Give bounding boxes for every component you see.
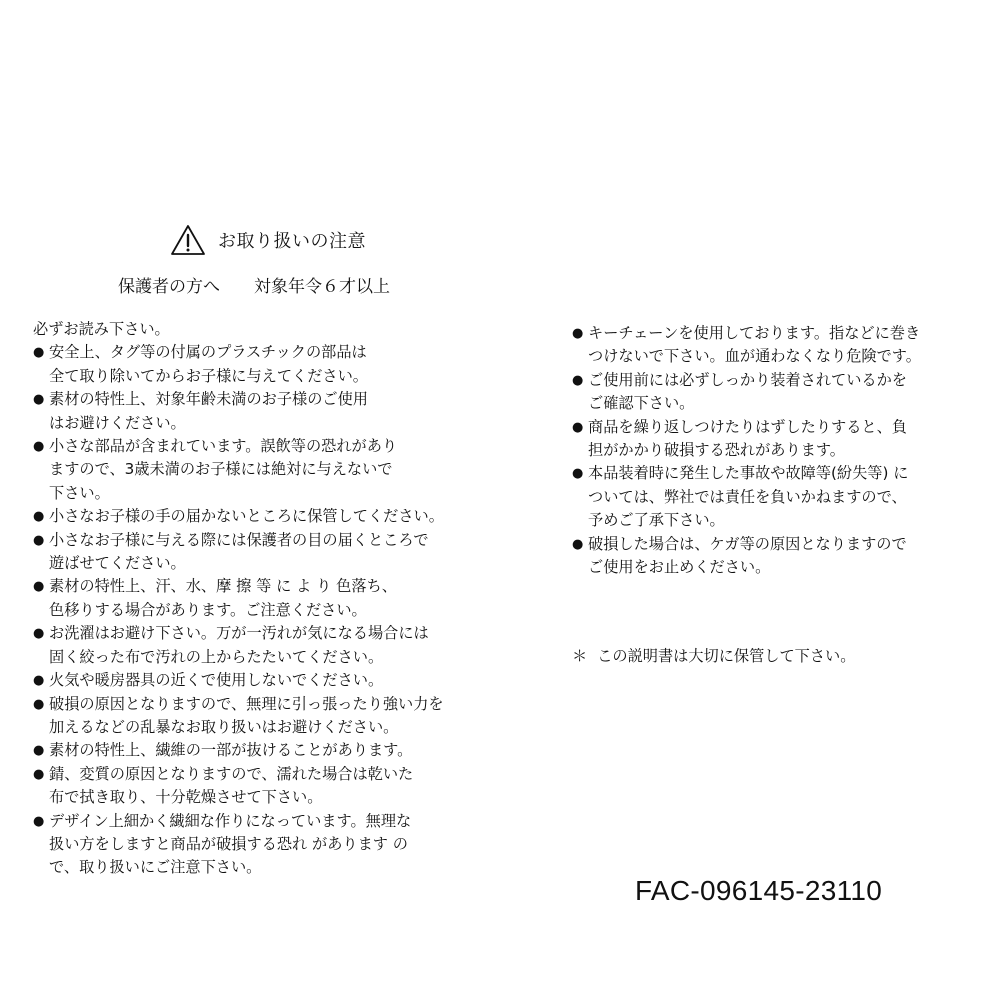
left-item-list: [33, 341, 478, 879]
caution-line: 小さなお子様に与える際には保護者の目の届くところで: [49, 530, 429, 549]
caution-line: 破損の原因となりますので、無理に引っ張ったり強い力を: [49, 694, 444, 713]
warning-triangle-icon: [170, 224, 206, 256]
caution-text: [49, 739, 412, 762]
caution-item: [33, 505, 478, 528]
caution-text: [49, 529, 429, 576]
bullet-icon: ●: [572, 536, 584, 552]
caution-item: [572, 462, 977, 532]
caution-item: [33, 669, 478, 692]
caution-line: 火気や暖房器具の近くで使用しないでください。: [49, 671, 384, 690]
caution-text: [49, 435, 397, 505]
caution-line: 素材の特性上、繊維の一部が抜けることがあります。: [49, 741, 413, 760]
caution-line: ご使用をお止めください。: [588, 558, 771, 577]
bullet-icon: ●: [33, 813, 45, 829]
caution-text: [49, 341, 368, 388]
caution-item: [33, 435, 478, 505]
bullet-icon: ●: [33, 439, 45, 455]
caution-line: 本品装着時に発生した事故や故障等(紛失等) に: [588, 464, 909, 483]
bullet-icon: ●: [33, 673, 45, 689]
caution-text: [49, 763, 413, 810]
caution-line: 布で拭き取り、十分乾燥させて下さい。: [49, 788, 323, 807]
caution-item: [33, 622, 478, 669]
caution-line: で、取り扱いにご注意下さい。: [49, 858, 262, 877]
bullet-icon: ●: [572, 419, 584, 435]
caution-line: 商品を繰り返しつけたりはずしたりすると、負: [588, 417, 907, 436]
caution-item: [33, 575, 478, 622]
caution-line: 担がかかり破損する恐れがあります。: [588, 441, 845, 460]
bullet-icon: ●: [572, 466, 584, 482]
caution-text: [588, 322, 921, 369]
caution-text: [49, 505, 444, 528]
caution-text: [49, 622, 429, 669]
caution-item: [572, 369, 977, 416]
caution-text: [49, 810, 411, 880]
caution-item: [572, 533, 977, 580]
note-mark: ＊: [572, 647, 588, 665]
caution-line: 錆、変質の原因となりますので、濡れた場合は乾いた: [49, 764, 414, 783]
caution-text: [49, 693, 444, 740]
page-title: [170, 222, 366, 258]
left-column: [33, 318, 478, 880]
caution-item: [33, 693, 478, 740]
caution-line: キーチェーンを使用しております。指などに巻き: [588, 324, 921, 342]
caution-text: [588, 369, 907, 416]
subtitle-age-target: 対象年令６才以上: [254, 277, 390, 297]
title-text: お取り扱いの注意: [218, 231, 366, 252]
caution-item: [572, 416, 977, 463]
caution-line: 小さなお子様の手の届かないところに保管してください。: [49, 507, 444, 526]
caution-line: 小さな部品が含まれています。誤飲等の恐れがあり: [49, 437, 398, 456]
caution-line: 固く絞った布で汚れの上からたたいてください。: [49, 647, 384, 666]
caution-line: ご使用前には必ずしっかり装着されているかを: [588, 370, 907, 389]
bullet-icon: ●: [33, 626, 45, 642]
storage-note: [572, 645, 855, 666]
caution-line: ついては、弊社では責任を負いかねますので、: [588, 487, 907, 506]
caution-line: デザイン上細かく繊細な作りになっています。無理な: [49, 811, 412, 830]
bullet-icon: ●: [33, 532, 45, 548]
bullet-icon: ●: [572, 372, 584, 388]
bullet-icon: ●: [33, 509, 45, 525]
caution-line: 扱い方をしますと商品が破損する恐れ があります の: [49, 834, 408, 853]
caution-line: 素材の特性上、対象年齢未満のお子様のご使用: [49, 390, 368, 409]
bullet-icon: ●: [572, 326, 584, 341]
subtitle-audience: 保護者の方へ: [118, 277, 220, 297]
caution-item: [33, 739, 478, 762]
caution-text: [49, 388, 368, 435]
caution-line: 色移りする場合があります。ご注意ください。: [49, 600, 367, 619]
caution-line: 遊ばせてください。: [49, 554, 186, 573]
caution-item: [33, 810, 478, 880]
right-item-list: [572, 322, 977, 579]
caution-item: [33, 763, 478, 810]
note-text: この説明書は大切に保管して下さい。: [597, 647, 856, 665]
bullet-icon: ●: [33, 766, 45, 782]
bullet-icon: ●: [33, 696, 45, 712]
intro-text: 必ずお読み下さい。: [33, 320, 170, 338]
subtitle: [118, 272, 390, 297]
caution-line: ますので、3歳未満のお子様には絶対に与えないで: [49, 460, 393, 479]
caution-line: 全て取り除いてからお子様に与えてください。: [49, 366, 368, 385]
caution-line: つけないで下さい。血が通わなくなり危険です。: [588, 347, 921, 366]
right-column: [572, 322, 977, 579]
product-code: FAC-096145-23110: [635, 875, 883, 906]
caution-line: 予めご了承下さい。: [588, 511, 725, 530]
caution-line: 下さい。: [49, 483, 110, 502]
caution-text: [588, 416, 907, 463]
caution-line: 加えるなどの乱暴なお取り扱いはお避けください。: [49, 717, 399, 736]
caution-text: [49, 669, 383, 692]
bullet-icon: ●: [33, 392, 45, 408]
caution-item: [33, 388, 478, 435]
bullet-icon: ●: [33, 345, 45, 361]
caution-item: [572, 322, 977, 369]
bullet-icon: ●: [33, 579, 45, 595]
caution-item: [33, 529, 478, 576]
caution-line: お洗濯はお避け下さい。万が一汚れが気になる場合には: [49, 624, 429, 643]
caution-text: [49, 575, 397, 622]
caution-text: [588, 533, 907, 580]
caution-line: はお避けください。: [49, 413, 186, 432]
caution-line: ご確認下さい。: [588, 394, 695, 413]
caution-line: 素材の特性上、汗、水、摩 擦 等 に よ り 色落ち、: [49, 577, 397, 596]
bullet-icon: ●: [33, 743, 45, 759]
caution-item: [33, 341, 478, 388]
caution-text: [588, 462, 908, 532]
caution-line: 破損した場合は、ケガ等の原因となりますので: [588, 534, 907, 553]
caution-line: 安全上、タグ等の付属のプラスチックの部品は: [49, 343, 367, 362]
